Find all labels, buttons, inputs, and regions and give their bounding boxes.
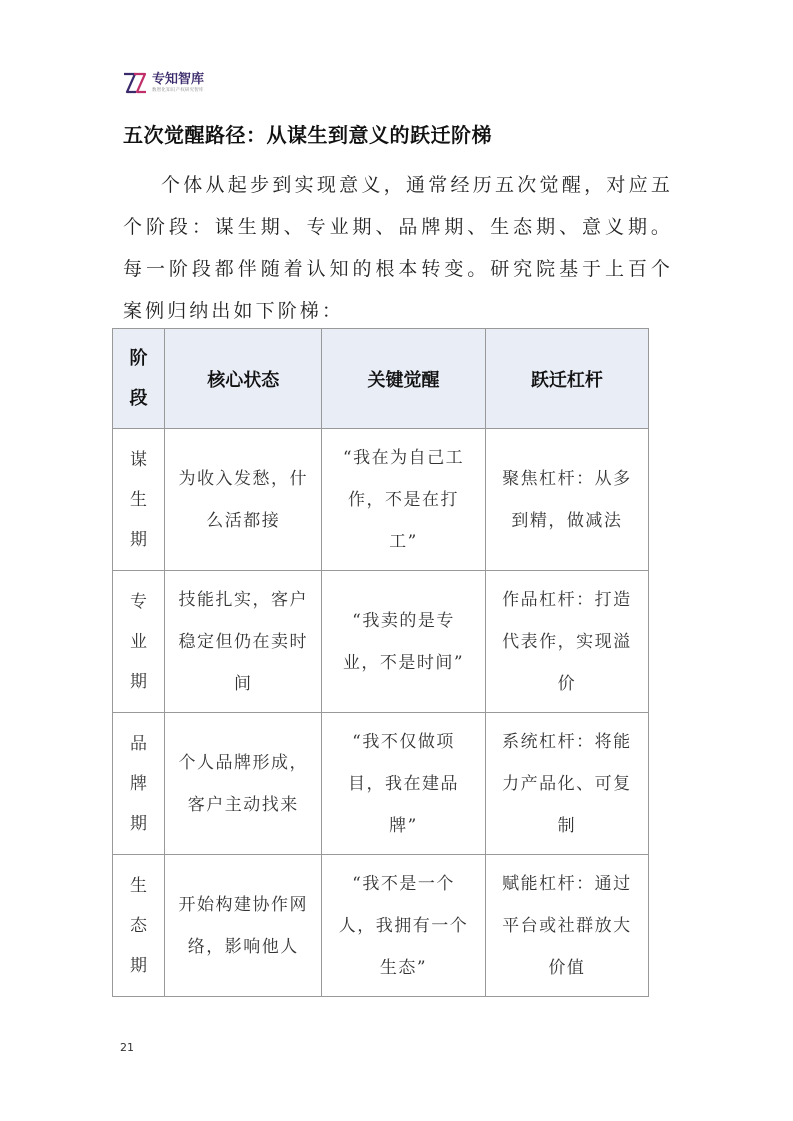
brand-logo: [122, 68, 204, 98]
awakening-stages-table: [112, 328, 649, 997]
stage-cell: 品 牌 期: [113, 713, 165, 855]
intro-paragraph: 个体从起步到实现意义，通常经历五次觉醒，对应五个阶段：谋生期、专业期、品牌期、生态期、意义期。每一阶段都伴随着认知的根本转变。研究院基于上百个案例归纳出如下阶梯：: [123, 174, 673, 322]
brand-name: 专知智库: [152, 72, 205, 87]
stage-cell: 专 业 期: [113, 571, 165, 713]
table-row: [113, 713, 649, 855]
awakening-cell: “我在为自己工作，不是在打工”: [322, 429, 485, 571]
lever-cell: 作品杠杆：打造代表作，实现溢价: [485, 571, 648, 713]
section-title: 五次觉醒路径：从谋生到意义的跃迁阶梯: [123, 123, 492, 147]
header-stage: 阶 段: [113, 329, 165, 429]
lever-cell: 聚焦杠杆：从多到精，做减法: [485, 429, 648, 571]
awakening-cell: “我不是一个人，我拥有一个生态”: [322, 855, 485, 997]
logo-mark-icon: [122, 70, 148, 96]
core-state-cell: 技能扎实，客户稳定但仍在卖时间: [165, 571, 322, 713]
header-core-state: 核心状态: [165, 329, 322, 429]
header-key-awakening: 关键觉醒: [322, 329, 485, 429]
core-state-cell: 为收入发愁，什么活都接: [165, 429, 322, 571]
awakening-cell: “我不仅做项目，我在建品牌”: [322, 713, 485, 855]
stage-cell: 生 态 期: [113, 855, 165, 997]
brand-subtitle: 数智化知识产权研究智库: [152, 88, 204, 93]
lever-cell: 系统杠杆：将能力产品化、可复制: [485, 713, 648, 855]
core-state-cell: 开始构建协作网络，影响他人: [165, 855, 322, 997]
table-row: [113, 429, 649, 571]
lever-cell: 赋能杠杆：通过平台或社群放大价值: [485, 855, 648, 997]
table-header-row: [113, 329, 649, 429]
page-number: 21: [120, 1041, 134, 1054]
header-leap-lever: 跃迁杠杆: [485, 329, 648, 429]
core-state-cell: 个人品牌形成，客户主动找来: [165, 713, 322, 855]
awakening-cell: “我卖的是专业，不是时间”: [322, 571, 485, 713]
stage-cell: 谋 生 期: [113, 429, 165, 571]
brand-text: [152, 72, 204, 94]
table-row: [113, 855, 649, 997]
table-row: [113, 571, 649, 713]
